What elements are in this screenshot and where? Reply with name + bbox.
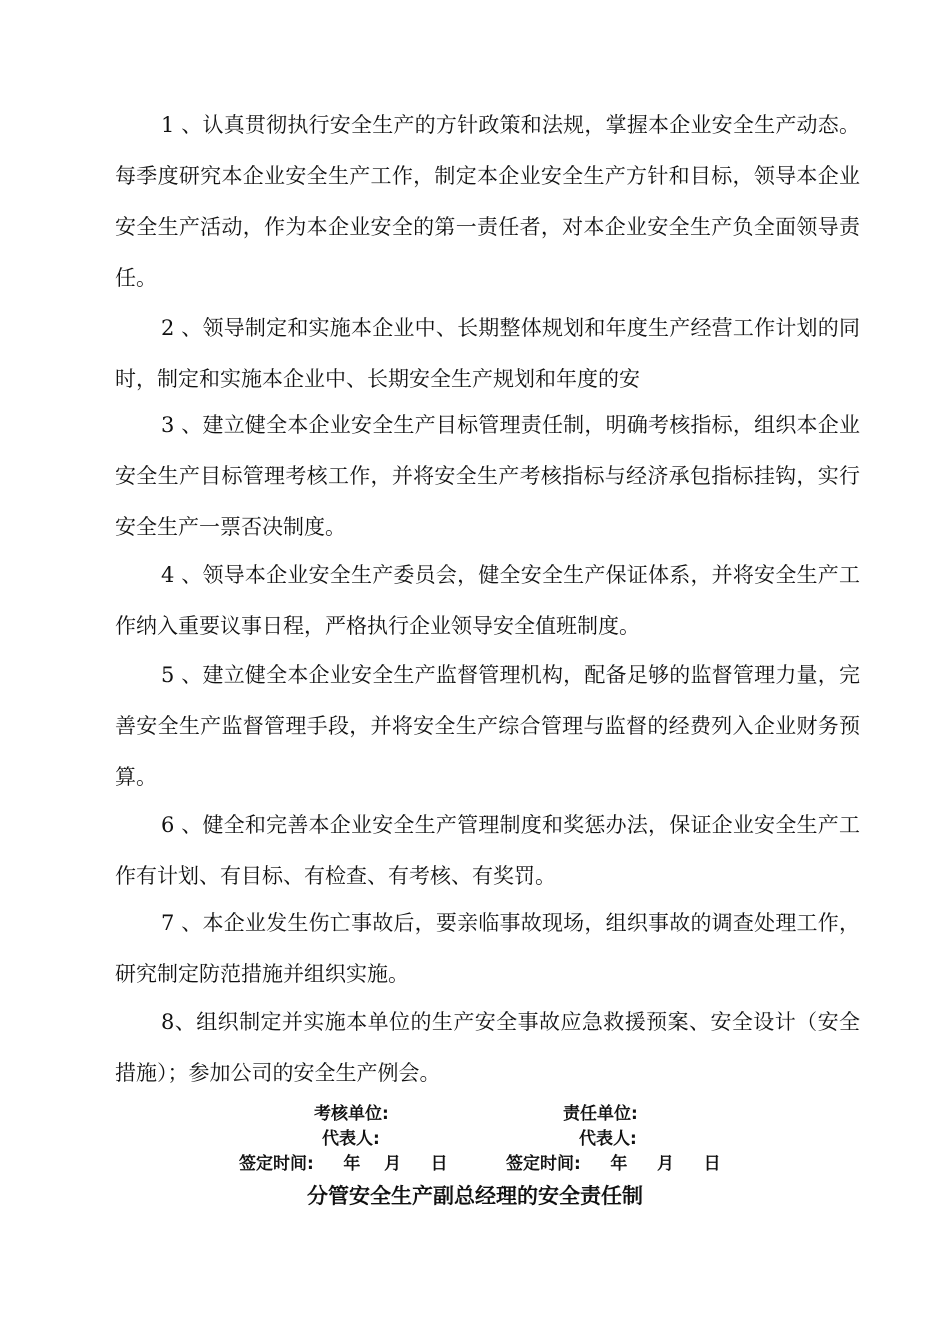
responsible-representative-label: 代表人:	[579, 1129, 637, 1149]
responsible-unit-label: 责任单位:	[563, 1104, 638, 1124]
clause-6: 6 、健全和完善本企业安全生产管理制度和奖惩办法，保证企业安全生产工作有计划、有目标、有检查、有考核、有奖罚。	[115, 813, 860, 888]
clause-4: 4 、领导本企业安全生产委员会，健全安全生产保证体系，并将安全生产工作纳入重要议事日程，严格执行企业领导安全值班制度。	[115, 563, 860, 638]
assessing-unit-label: 考核单位:	[314, 1104, 389, 1124]
clause-8: 8、组织制定并实施本单位的生产安全事故应急救援预案、安全设计（安全措施）；参加公司的安全生产例会。	[115, 1010, 860, 1085]
clause-1: 1 、认真贯彻执行安全生产的方针政策和法规，掌握本企业安全生产动态。每季度研究本企业安全生产工作，制定本企业安全生产方针和目标，领导本企业安全生产活动，作为本企业安全的第一责任者，对本企业安全生产负全面领导责任。	[115, 113, 860, 290]
clause-5: 5 、建立健全本企业安全生产监督管理机构，配备足够的监督管理力量，完善安全生产监督管理手段，并将安全生产综合管理与监督的经费列入企业财务预算。	[115, 663, 860, 789]
assessing-representative-label: 代表人:	[322, 1129, 380, 1149]
clause-7: 7 、本企业发生伤亡事故后，要亲临事故现场，组织事故的调查处理工作，研究制定防范措施并组织实施。	[115, 911, 860, 986]
assessing-sign-date: 签定时间: 年 月 日	[239, 1154, 448, 1174]
clause-3: 3 、建立健全本企业安全生产目标管理责任制，明确考核指标，组织本企业安全生产目标管理考核工作，并将安全生产考核指标与经济承包指标挂钩，实行安全生产一票否决制度。	[115, 413, 860, 539]
responsible-sign-date: 签定时间: 年 月 日	[506, 1154, 721, 1174]
section-title: 分管安全生产副总经理的安全责任制	[307, 1184, 643, 1208]
clause-2: 2 、领导制定和实施本企业中、长期整体规划和年度生产经营工作计划的同时，制定和实施本企业中、长期安全生产规划和年度的安	[115, 316, 860, 391]
